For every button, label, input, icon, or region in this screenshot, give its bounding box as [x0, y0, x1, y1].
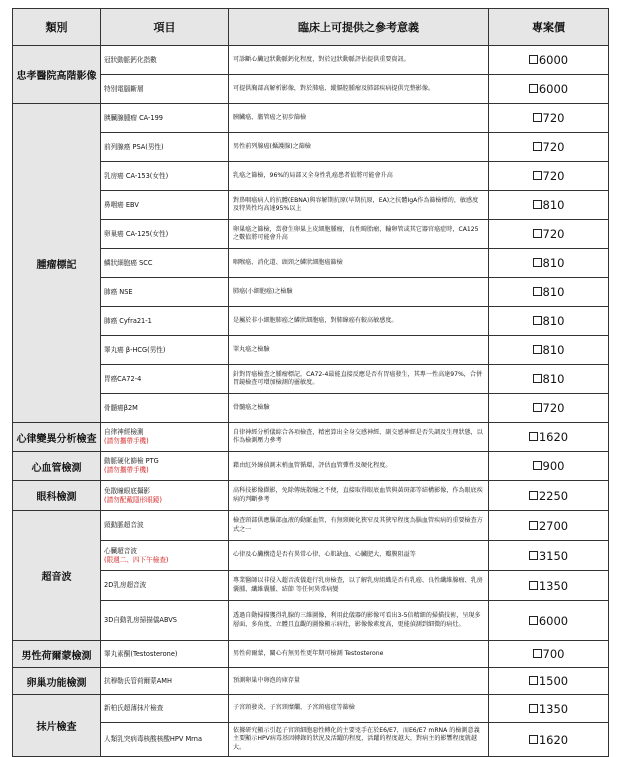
price-value: 810: [542, 198, 565, 212]
price-cell: [489, 641, 609, 668]
header-item: 項目: [101, 9, 229, 46]
item-cell: [101, 423, 229, 452]
price-value: 6000: [538, 613, 569, 628]
table-row: [13, 162, 609, 191]
item-cell: [101, 220, 229, 249]
item-cell: [101, 668, 229, 695]
price-cell: [489, 571, 609, 601]
description-cell: 檢查頸部供應腦部血液的動脈血管，有無頸硬化狹窄及其狹窄程度為腦血管疾病的重要檢查方式之一: [229, 511, 489, 541]
table-row: [13, 365, 609, 394]
item-cell: [101, 641, 229, 668]
price-cell: [489, 481, 609, 511]
description-cell: 高科技影像擷影，免除傳統散瞳之不便，直接取得眼底血管與黃斑部等結構影像，作為眼底疾病的判斷參考: [229, 481, 489, 511]
checkbox-icon: [533, 200, 542, 209]
description-cell: 透過自動掃描獲得乳腺的三維圖像，利用此儀器的影像可看出3-5倍精細的掃描技術，呈現多層面、多角度、立體且直觀的圖像顯示病灶，影像像素度高，更能偵測到細微的病灶。: [229, 601, 489, 641]
price-value: 1620: [538, 430, 569, 444]
table-row: [13, 307, 609, 336]
item-cell: [101, 307, 229, 336]
item-cell: [101, 104, 229, 133]
price-value: 810: [542, 314, 565, 328]
price-cell: [489, 220, 609, 249]
checkbox-icon: [529, 521, 538, 530]
item-name: 骨髓癌β2M: [104, 403, 138, 412]
item-cell: [101, 162, 229, 191]
description-cell: 專業醫師以非侵入超音波儀進行乳房檢查，以了解乳房組織是否有乳癌、良性纖維腺瘤、乳房囊腫、纖維囊腫、結節 等任何異常病變: [229, 571, 489, 601]
table-row: [13, 75, 609, 104]
item-cell: [101, 365, 229, 394]
description-cell: 依據研究顯示引起子宮頸細胞惡性轉化的主要兇手在於E6/E7，而E6/E7 mRNA 的檢測意義主要顯示HPV病毒基因轉錄的狀況及活躍的程度，活躍的程度越大，對病主的影響程度就越大。: [229, 723, 489, 757]
item-cell: [101, 278, 229, 307]
description-cell: 對鼻咽癌病人的抗體(EBNA)與容解期抗原(早期抗原，EA)之抗體IgA作為篩檢標的，敏感度及特異性均高達95%以上: [229, 191, 489, 220]
item-cell: [101, 481, 229, 511]
item-name: 肺癌 NSE: [104, 287, 133, 296]
item-name: 鱗狀細胞癌 SCC: [104, 258, 153, 267]
price-cell: [489, 365, 609, 394]
description-cell: 男性前列腺癌(攝護腺)之篩檢: [229, 133, 489, 162]
price-cell: [489, 75, 609, 104]
price-value: 720: [542, 227, 565, 241]
table-body: [13, 46, 609, 757]
category-cell: 腫瘤標記: [13, 104, 101, 423]
price-cell: [489, 541, 609, 571]
price-value: 1350: [538, 578, 569, 593]
item-cell: [101, 75, 229, 104]
price-value: 810: [542, 285, 565, 299]
item-note: (限週二、四下午檢查): [104, 555, 169, 564]
description-cell: 骨髓癌之檢驗: [229, 394, 489, 423]
price-cell: [489, 278, 609, 307]
checkbox-icon: [533, 374, 542, 383]
price-value: 6000: [538, 53, 569, 67]
item-cell: [101, 394, 229, 423]
table-row: [13, 452, 609, 481]
description-cell: 預測卵巢中卵泡的庫存量: [229, 668, 489, 695]
item-name: 新柏氏超薄抹片檢查: [104, 704, 164, 713]
description-cell: 針對胃癌檢查之腫瘤標記，CA72-4最能直接反應是否有胃癌發生，其專一性高達97%，合併胃鏡檢查可增加檢測的靈敏度。: [229, 365, 489, 394]
price-value: 700: [542, 647, 565, 661]
table-row: [13, 571, 609, 601]
category-cell: 超音波: [13, 511, 101, 641]
item-cell: [101, 191, 229, 220]
description-cell: 乳癌之篩檢，96%的局部又全身性乳癌患者值將可能會升高: [229, 162, 489, 191]
header-description: 臨床上可提供之參考意義: [229, 9, 489, 46]
description-cell: 可提供胸部高解析影像，對於肺癌、縱膈腔腫瘤及肺部疾病提供完整影像。: [229, 75, 489, 104]
price-cell: [489, 601, 609, 641]
price-cell: [489, 394, 609, 423]
item-name: 乳房癌 CA-153(女性): [104, 171, 169, 180]
item-name: 人類乳突病毒核酸核酸HPV Mrna: [104, 735, 202, 744]
item-name: 自律神經檢測: [104, 428, 144, 437]
table-row: [13, 481, 609, 511]
price-cell: [489, 423, 609, 452]
item-name: 冠狀動脈鈣化指數: [104, 55, 157, 64]
category-cell: 心律變異分析檢查: [13, 423, 101, 452]
table-row: [13, 601, 609, 641]
table-row: [13, 133, 609, 162]
table-row: [13, 104, 609, 133]
checkbox-icon: [529, 491, 538, 500]
description-cell: 咽喉癌、消化道、頭頸之鱗狀細胞癌篩檢: [229, 249, 489, 278]
description-cell: 肺癌(小細胞癌)之檢驗: [229, 278, 489, 307]
price-cell: [489, 336, 609, 365]
price-cell: [489, 162, 609, 191]
checkbox-icon: [533, 316, 542, 325]
price-value: 810: [542, 256, 565, 270]
description-cell: 藉由紅外線偵測末梢血管循環，評估血管彈性及硬化程度。: [229, 452, 489, 481]
item-name: 胰臟腺腫瘤 CA-199: [104, 113, 163, 122]
item-cell: [101, 336, 229, 365]
item-name: 頸動脈超音波: [104, 521, 144, 530]
item-cell: [101, 452, 229, 481]
price-cell: [489, 133, 609, 162]
price-value: 1620: [538, 732, 569, 747]
item-cell: [101, 571, 229, 601]
description-cell: 自律神經分析儀綜合各項檢查，精密算出全身交感神經、副交感神經是否失調及生理狀態，以作為檢測壓力參考: [229, 423, 489, 452]
price-cell: [489, 46, 609, 75]
table-row: [13, 191, 609, 220]
price-value: 720: [542, 169, 565, 183]
price-value: 2250: [538, 488, 569, 503]
item-name: 睪丸癌 β-HCG(男性): [104, 345, 166, 354]
table-row: [13, 423, 609, 452]
item-cell: [101, 511, 229, 541]
description-cell: 心律及心臟構造是否有異常心律、心肌缺血、心臟肥大、瓣膜阻溢等: [229, 541, 489, 571]
checkbox-icon: [529, 84, 538, 93]
item-name: 肺癌 Cyfra21-1: [104, 316, 152, 325]
price-value: 2700: [538, 518, 569, 533]
item-name: 睪丸素酮(Testosterone): [104, 649, 178, 658]
item-cell: [101, 541, 229, 571]
price-value: 720: [542, 111, 565, 125]
category-cell: 男性荷爾蒙檢測: [13, 641, 101, 668]
item-cell: [101, 133, 229, 162]
table-row: [13, 394, 609, 423]
table-row: [13, 541, 609, 571]
price-cell: [489, 104, 609, 133]
category-cell: 抹片檢查: [13, 695, 101, 757]
item-name: 3D自動乳房掃描儀ABVS: [104, 616, 177, 625]
checkbox-icon: [529, 581, 538, 590]
item-note: (請勿攜帶手機): [104, 437, 149, 445]
checkbox-icon: [533, 403, 542, 412]
checkbox-icon: [529, 616, 538, 625]
price-value: 1500: [538, 674, 569, 688]
price-cell: [489, 723, 609, 757]
description-cell: 男性荷爾蒙，關心有無男性更年期可檢測 Testosterone: [229, 641, 489, 668]
checkbox-icon: [529, 551, 538, 560]
table-row: [13, 641, 609, 668]
table-row: [13, 336, 609, 365]
header-category: 類別: [13, 9, 101, 46]
header-price: 專案價: [489, 9, 609, 46]
item-name: 前列腺癌 PSA(男性): [104, 142, 164, 151]
item-name: 免散瞳眼底攝影: [104, 486, 151, 495]
category-cell: 心血管檢測: [13, 452, 101, 481]
checkbox-icon: [529, 735, 538, 744]
table-row: [13, 723, 609, 757]
checkbox-icon: [533, 287, 542, 296]
item-name: 抗穆勒氏管荷爾蒙AMH: [104, 676, 172, 685]
price-cell: [489, 668, 609, 695]
table-row: [13, 695, 609, 723]
item-name: 2D乳房超音波: [104, 581, 147, 590]
item-note: (請勿攜帶手機): [104, 466, 149, 474]
checkbox-icon: [533, 142, 542, 151]
item-cell: [101, 723, 229, 757]
price-cell: [489, 695, 609, 723]
checkbox-icon: [533, 113, 542, 122]
price-value: 720: [542, 401, 565, 415]
item-name: 特別電腦斷層: [104, 84, 144, 93]
item-note: (請勿配戴隱形眼鏡): [104, 495, 162, 504]
item-name: 胃癌CA72-4: [104, 374, 142, 383]
table-row: [13, 249, 609, 278]
checkbox-icon: [533, 229, 542, 238]
table-row: [13, 668, 609, 695]
price-cell: [489, 452, 609, 481]
item-cell: [101, 601, 229, 641]
item-cell: [101, 46, 229, 75]
price-value: 900: [542, 459, 565, 473]
table-row: [13, 278, 609, 307]
category-cell: 卵巢功能檢測: [13, 668, 101, 695]
category-cell: 忠孝醫院高階影像: [13, 46, 101, 104]
checkbox-icon: [533, 345, 542, 354]
checkbox-icon: [533, 171, 542, 180]
price-value: 6000: [538, 82, 569, 96]
table-row: [13, 220, 609, 249]
price-cell: [489, 191, 609, 220]
category-cell: 眼科檢測: [13, 481, 101, 511]
table-row: [13, 511, 609, 541]
price-cell: [489, 511, 609, 541]
price-value: 3150: [538, 548, 569, 563]
checkbox-icon: [529, 432, 538, 441]
price-value: 1350: [538, 701, 569, 716]
description-cell: 可診斷心臟冠狀動脈鈣化程度，對於冠狀動脈評估提供重要資訊。: [229, 46, 489, 75]
price-value: 720: [542, 140, 565, 154]
checkbox-icon: [529, 676, 538, 685]
description-cell: 睪丸癌之檢驗: [229, 336, 489, 365]
item-name: 鼻咽癌 EBV: [104, 200, 139, 209]
item-name: 心臟超音波: [104, 546, 137, 555]
item-cell: [101, 249, 229, 278]
description-cell: 卵巢癌之篩檢，當發生卵巢上皮細胞腫瘤，良性畸胎瘤，輸卵管或其它器官癌症時，CA125之數值將可能會升高: [229, 220, 489, 249]
price-table: [12, 8, 609, 757]
description-cell: 胰臟癌、膽管癌之初步篩檢: [229, 104, 489, 133]
checkbox-icon: [533, 258, 542, 267]
item-cell: [101, 695, 229, 723]
checkbox-icon: [533, 649, 542, 658]
price-cell: [489, 307, 609, 336]
price-value: 810: [542, 372, 565, 386]
price-value: 810: [542, 343, 565, 357]
checkbox-icon: [529, 704, 538, 713]
description-cell: 是屬於非小細胞肺癌之鱗狀細胞癌，對肺線癌有較高敏感度。: [229, 307, 489, 336]
checkbox-icon: [529, 55, 538, 64]
item-name: 卵巢癌 CA-125(女性): [104, 229, 169, 238]
table-row: [13, 46, 609, 75]
header-row: [13, 9, 609, 46]
description-cell: 子宮頸發炎、子宮頸糜爛、子宮頸癌症等篩檢: [229, 695, 489, 723]
item-name: 動脈硬化篩檢 PTG: [104, 457, 159, 466]
price-cell: [489, 249, 609, 278]
checkbox-icon: [533, 461, 542, 470]
